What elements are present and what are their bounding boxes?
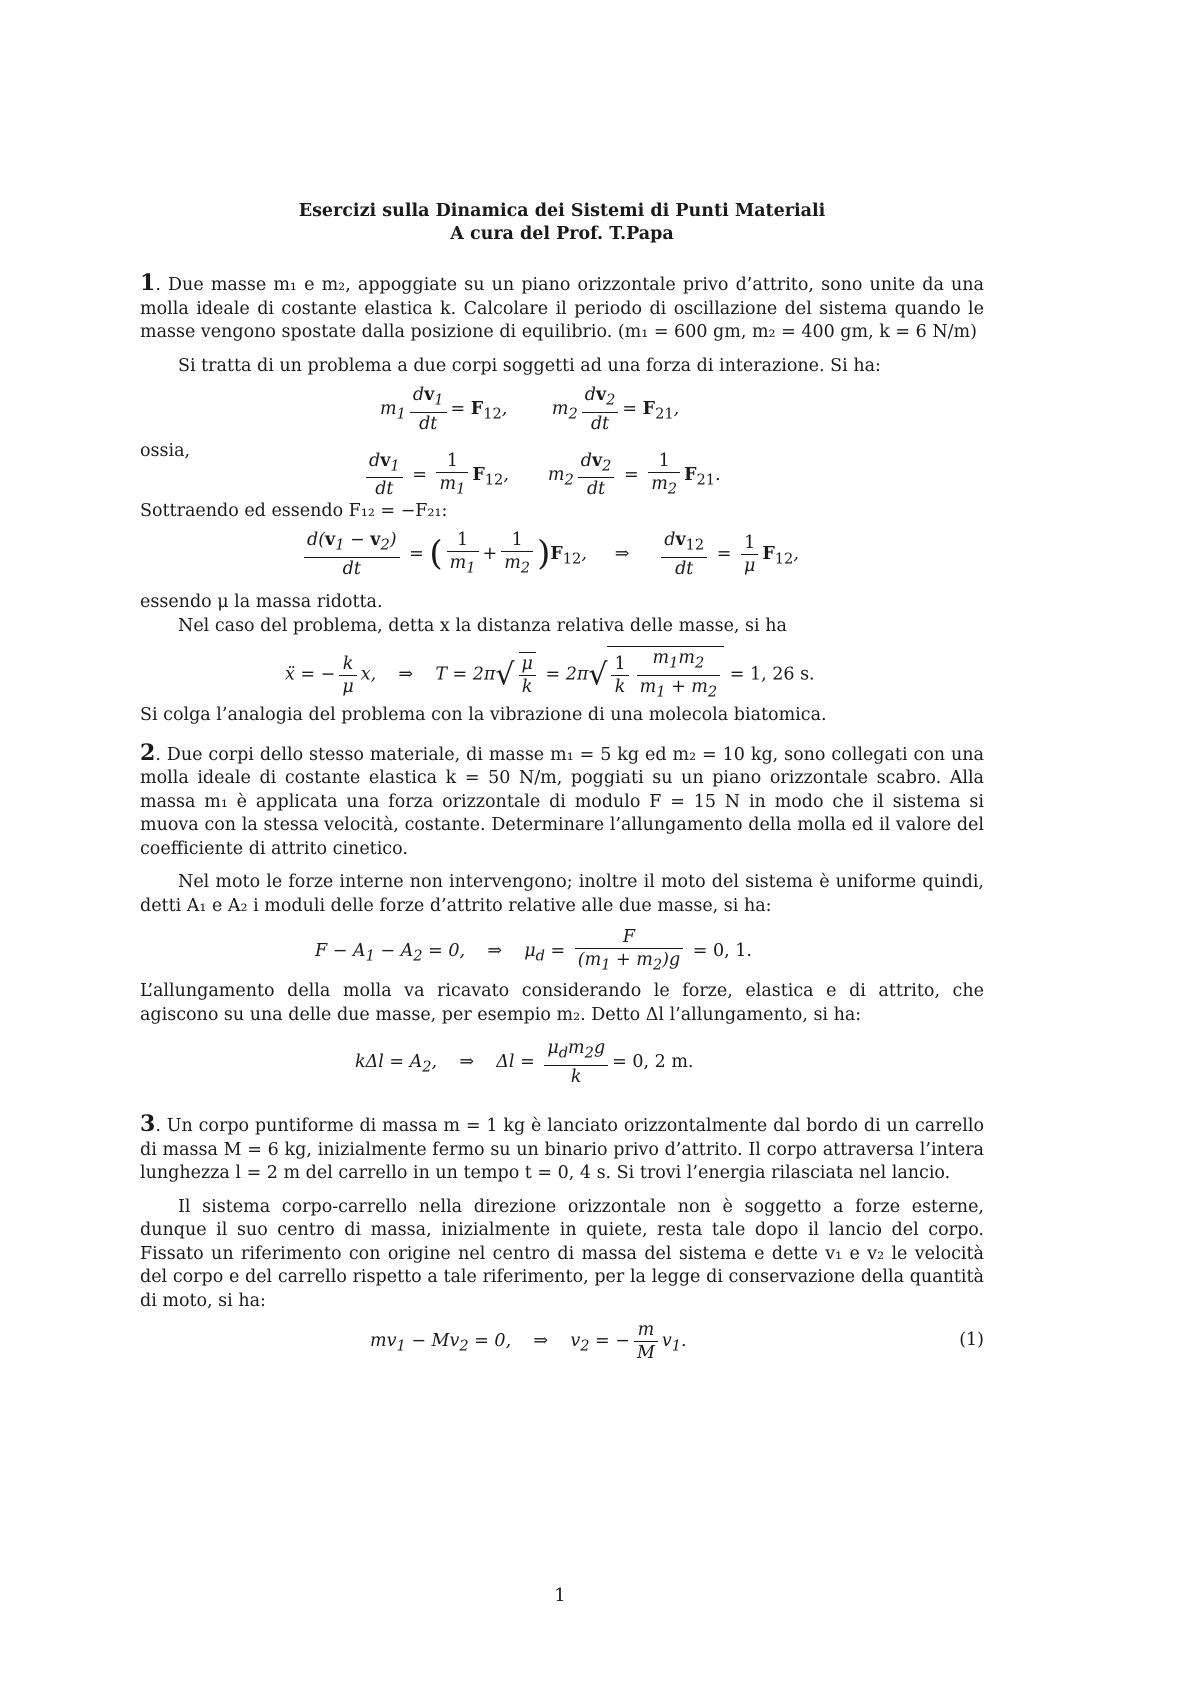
equation-number: (1) — [959, 1330, 984, 1350]
exercise-1-nel-caso: Nel caso del problema, detta x la distanza relativa delle masse, si ha — [178, 615, 787, 636]
exercise-2-statement — [140, 739, 984, 862]
exercise-3-text: . Un corpo puntiforme di massa m = 1 kg è lanciato orizzontalmente dal bordo di un carrello di massa M = 6 kg, inizialmente fermo su un binario privo d’attrito. Il corpo attraversa l’intera lunghezza l = 2 m del carrello in un tempo t = 0, 4 s. Si trovi l’energia rilasciata nel lancio. — [140, 1116, 984, 1183]
exercise-2-paragraph-1: Nel moto le forze interne non intervengono; inoltre il moto del sistema è uniforme quindi, detti A₁ e A₂ i moduli delle forze d’attrito relative alle due masse, si ha: — [140, 872, 984, 916]
exercise-1-sottraendo: Sottraendo ed essendo F₁₂ = −F₂₁: — [140, 500, 448, 521]
exercise-3-paragraph-1: Il sistema corpo-carrello nella direzione orizzontale non è soggetto a forze esterne, dunque il suo centro di massa, inizialmente in quiete, resta tale dopo il lancio del corpo. Fissato un riferimento con origine nel centro di massa del sistema e dette v₁ e v₂ le velocità del corpo e del carrello rispetto a tale riferimento, per la legge di conservazione della quantità di moto, si ha: — [140, 1196, 984, 1311]
exercise-1-statement — [140, 272, 984, 345]
exercise-2-text: . Due corpi dello stesso materiale, di masse m₁ = 5 kg ed m₂ = 10 kg, sono collegati con una molla ideale di costante elastica k = 50 N/m, poggiati su un piano orizzontale scabro. Alla massa m₁ è applicata una forza orizzontale di modulo F = 15 N in modo che il sistema si muova con la stessa velocità, costante. Determinare l’allungamento della molla ed il valore del coefficiente di attrito cinetico. — [140, 744, 984, 859]
exercise-3-statement — [140, 1113, 984, 1186]
exercise-1-analogia: Si colga l’analogia del problema con la vibrazione di una molecola biatomica. — [140, 705, 827, 725]
exercise-2-number: 2 — [140, 739, 156, 766]
exercise-1-text: . Due masse m₁ e m₂, appoggiate su un piano orizzontale privo d’attrito, sono unite da una molla ideale di costante elastica k. Calcolare il periodo di oscillazione del sistema quando le masse vengono spostate dalla posizione di equilibrio. (m₁ = 600 gm, m₂ = 400 gm, k = 6 N/m) — [140, 275, 984, 342]
exercise-1-number: 1 — [140, 270, 156, 296]
document-page — [140, 200, 984, 1371]
equation-accelerations: $\frac{dv_1}{dt}$ = $\frac{1}{m_1}$ $F_{12}$, $m_2$ $\frac{dv_2}{dt}$ = $\frac{1}{m_2}$ $F_{21}$. — [140, 450, 984, 500]
title-line-2: A cura del Prof. T.Papa — [450, 224, 674, 244]
page-number: 1 — [554, 1585, 566, 1606]
equation-friction-coefficient: $F - A_1 - A_2 = 0$, ⇒ $\mu_d$ = $\frac{F}{(m_1 + m_2)g}$ = 0, 1. — [315, 927, 752, 974]
exercise-1-essendo: essendo μ la massa ridotta. — [140, 592, 383, 612]
equation-newton-two-body: $m_1$ $\frac{dv_1}{dt}$ = $F_{12}$, $m_2$ $\frac{dv_2}{dt}$ = $F_{21}$, — [380, 385, 680, 434]
equation-spring-elongation: $k\Delta l = A_2$, ⇒ Δl = $\frac{\mu_dm_2g}{k}$ = 0, 2 m. — [355, 1038, 694, 1087]
exercise-1-ossia: ossia, — [140, 441, 191, 461]
elongation-result: = 0, 2 m. — [612, 1051, 694, 1072]
equation-period: ẍ = − $\frac{k}{\mu}$ x, ⇒ T = 2π√ $\frac{\mu}{k}$ = 2π√ $\frac{1}{k}$ $\frac{m_1m_2}{m_1 + m_2}$ = 1, 26 s. — [140, 638, 984, 704]
exercise-1-paragraph-1: Si tratta di un problema a due corpi soggetti ad una forza di interazione. Si ha: — [178, 355, 881, 376]
document-title — [140, 200, 984, 246]
equation-momentum-conservation: $mv_1 - Mv_2 = 0$, ⇒ $v_2$ = − $\frac{m}{M}$ $v_1$. (1) — [370, 1320, 984, 1363]
period-result: 1, 26 s. — [749, 664, 815, 685]
title-line-1: Esercizi sulla Dinamica dei Sistemi di Punti Materiali — [298, 201, 826, 221]
exercise-2-paragraph-2: L’allungamento della molla va ricavato considerando le forze, elastica e di attrito, che agiscono su una delle due masse, per esempio m₂. Detto Δl l’allungamento, si ha: — [140, 981, 984, 1025]
exercise-3-number: 3 — [140, 1111, 156, 1137]
equation-reduced-mass: $\frac{d(v_1 - v_2)}{dt}$ = ( $\frac{1}{m_1}$ + $\frac{1}{m_2}$ )$F_{12}$, ⇒ $\frac{dv_{12}}{dt}$ = $\frac{1}{\mu}$ $F_{12}$, — [140, 523, 984, 587]
friction-result: 0, 1. — [712, 940, 752, 961]
